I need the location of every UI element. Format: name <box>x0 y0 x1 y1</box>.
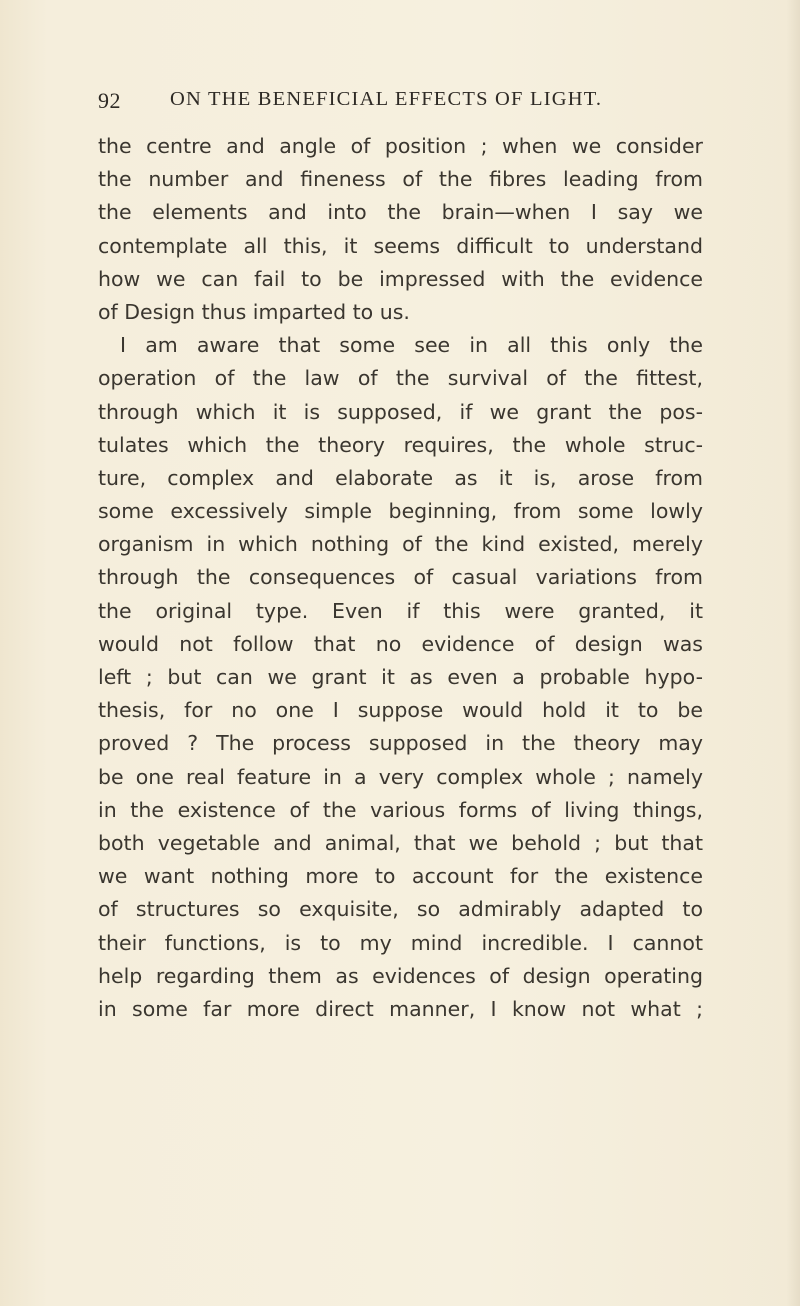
text-line: in some far more direct manner, I know not what ; <box>98 996 703 1021</box>
text-line: how we can fail to be impressed with the evidence <box>98 266 703 291</box>
text-line: some excessively simple beginning, from some lowly <box>98 499 703 524</box>
text-line: in the existence of the various forms of living things, <box>98 797 703 822</box>
text-line: contemplate all this, it seems difficult to understand <box>98 233 703 258</box>
running-title: ON THE BENEFICIAL EFFECTS OF LIGHT. <box>170 88 603 110</box>
text-line: the elements and into the brain—when I say we <box>98 200 703 225</box>
text-line: through the consequences of casual variations from <box>98 565 703 590</box>
text-line: organism in which nothing of the kind existed, merely <box>98 532 703 557</box>
text-line: thesis, for no one I suppose would hold it to be <box>98 698 703 723</box>
page-header <box>98 88 710 120</box>
text-line: operation of the law of the survival of the fittest, <box>98 366 703 391</box>
paragraph-end-line: of Design thus imparted to us. <box>98 299 410 324</box>
text-line: tulates which the theory requires, the whole struc- <box>98 432 703 457</box>
body-text <box>98 130 703 1026</box>
page-edge-shadow <box>786 0 800 1306</box>
text-line: left ; but can we grant it as even a probable hypo- <box>98 665 703 689</box>
text-line: of structures so exquisite, so admirably adapted to <box>98 897 703 922</box>
text-line: help regarding them as evidences of design operating <box>98 963 703 988</box>
paragraph-start-line: I am aware that some see in all this only the <box>120 333 703 358</box>
text-line: ture, complex and elaborate as it is, arose from <box>98 465 703 490</box>
text-line: proved ? The process supposed in the theory may <box>98 731 703 756</box>
text-line: the centre and angle of position ; when we consider <box>98 134 703 158</box>
text-line: both vegetable and animal, that we behold ; but that <box>98 830 703 855</box>
text-line: the original type. Even if this were granted, it <box>98 598 703 623</box>
text-line: the number and fineness of the fibres leading from <box>98 167 703 192</box>
text-line: would not follow that no evidence of design was <box>98 631 703 656</box>
page-number: 92 <box>98 88 121 113</box>
text-line: we want nothing more to account for the existence <box>98 864 703 889</box>
text-line: through which it is supposed, if we grant the pos- <box>98 399 703 424</box>
text-line: their functions, is to my mind incredible. I cannot <box>98 930 703 955</box>
text-line: be one real feature in a very complex whole ; namely <box>98 764 703 789</box>
